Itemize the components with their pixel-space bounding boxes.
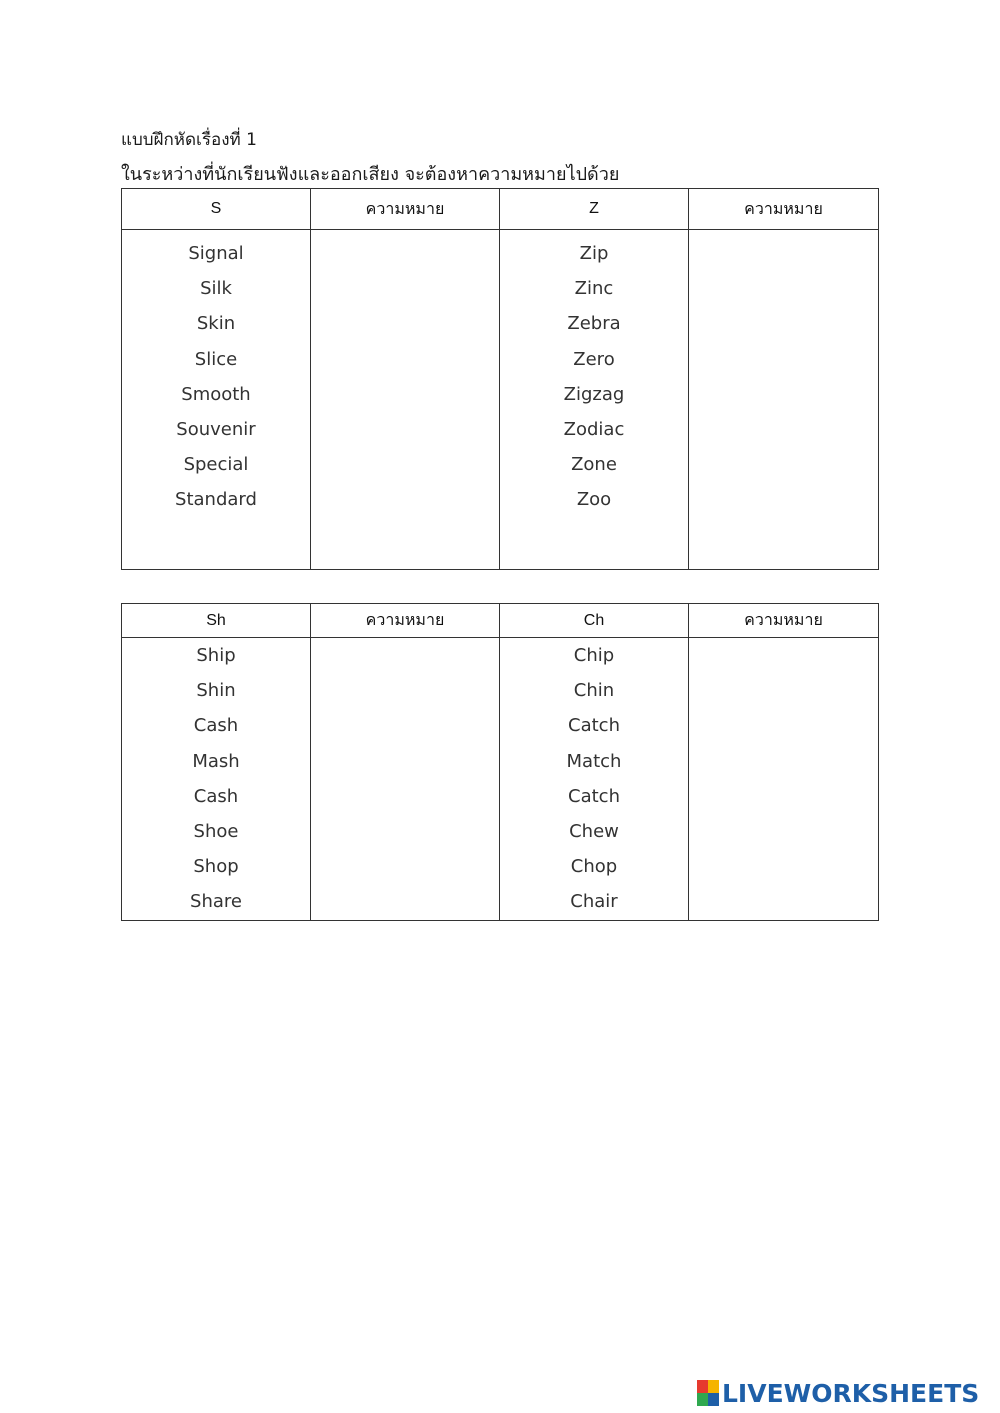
table-header-row: [122, 604, 879, 638]
table-s-z: [121, 188, 879, 570]
word-item: Cash: [193, 715, 239, 737]
word-item: Shop: [193, 856, 239, 878]
header-sh: Sh: [122, 604, 311, 638]
word-item: Smooth: [181, 383, 251, 405]
word-item: Zone: [571, 454, 617, 476]
logo-square-red: [697, 1380, 708, 1393]
header-meaning-s: ความหมาย: [311, 189, 500, 230]
word-item: Zebra: [567, 313, 621, 335]
liveworksheets-logo-icon: [697, 1380, 719, 1406]
logo-square-blue: [708, 1393, 719, 1406]
header-z: Z: [500, 189, 689, 230]
liveworksheets-logo[interactable]: [697, 1378, 979, 1408]
word-item: Slice: [194, 348, 238, 370]
word-item: Mash: [192, 750, 240, 772]
logo-square-green: [697, 1393, 708, 1406]
word-item: Special: [183, 454, 249, 476]
meaning-answer-cell-ch[interactable]: [689, 638, 879, 921]
table-header-row: [122, 189, 879, 230]
z-words-cell: [500, 230, 689, 570]
word-item: Match: [566, 750, 622, 772]
word-item: Zoo: [576, 489, 612, 511]
header-meaning-z: ความหมาย: [689, 189, 879, 230]
sh-word-list: [122, 638, 310, 920]
s-word-list: [122, 230, 310, 518]
word-item: Chip: [573, 645, 615, 666]
word-item: Shoe: [193, 820, 239, 842]
word-item: Chair: [570, 891, 618, 913]
word-item: Share: [190, 891, 242, 913]
sh-words-cell: [122, 638, 311, 921]
header-meaning-sh: ความหมาย: [311, 604, 500, 638]
word-item: Chew: [569, 820, 619, 842]
word-item: Catch: [568, 715, 620, 737]
word-item: Signal: [188, 243, 244, 264]
meaning-answer-cell-sh[interactable]: [311, 638, 500, 921]
word-item: Zero: [573, 348, 615, 370]
ch-words-cell: [500, 638, 689, 921]
exercise-instruction: ในระหว่างที่นักเรียนฟังและออกเสียง จะต้องหาความหมายไปด้วย: [121, 164, 620, 185]
word-item: Skin: [196, 313, 236, 335]
header-s: S: [122, 189, 311, 230]
word-item: Silk: [200, 278, 232, 300]
word-item: Zodiac: [563, 418, 625, 440]
header-ch: Ch: [500, 604, 689, 638]
word-item: Zinc: [574, 278, 614, 300]
table-row: [122, 638, 879, 921]
z-word-list: [500, 230, 688, 518]
word-item: Zip: [579, 243, 609, 264]
word-item: Zigzag: [563, 383, 625, 405]
word-item: Chin: [573, 680, 615, 702]
meaning-answer-cell-s[interactable]: [311, 230, 500, 570]
word-item: Cash: [193, 785, 239, 807]
logo-text: LIVEWORKSHEETS: [722, 1378, 980, 1408]
table-sh-ch: [121, 603, 879, 921]
logo-square-yellow: [708, 1380, 719, 1393]
ch-word-list: [500, 638, 688, 920]
s-words-cell: [122, 230, 311, 570]
table-row: [122, 230, 879, 570]
word-item: Souvenir: [176, 418, 256, 440]
word-item: Catch: [568, 785, 620, 807]
exercise-title: แบบฝึกหัดเรื่องที่ 1: [121, 130, 257, 150]
word-item: Standard: [175, 489, 257, 511]
header-meaning-ch: ความหมาย: [689, 604, 879, 638]
word-item: Ship: [196, 645, 236, 666]
meaning-answer-cell-z[interactable]: [689, 230, 879, 570]
word-item: Chop: [570, 856, 618, 878]
word-item: Shin: [196, 680, 236, 702]
